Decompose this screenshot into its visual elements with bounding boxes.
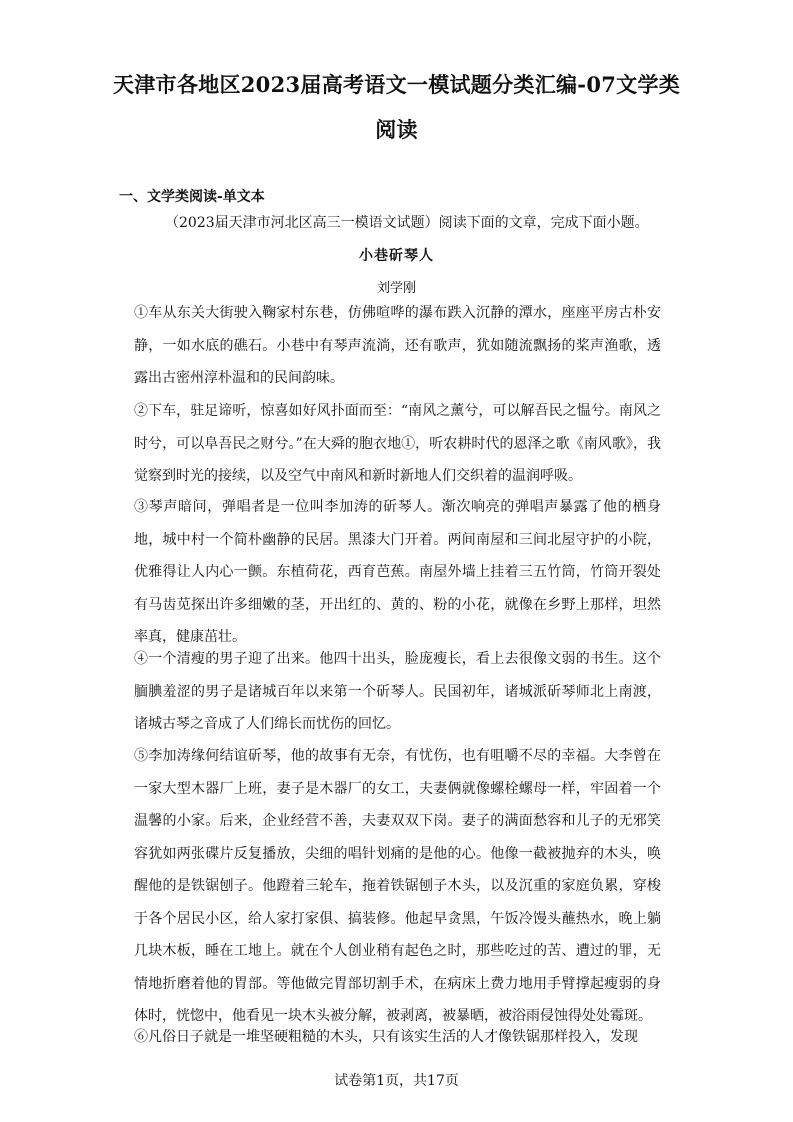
section-heading: 一、文学类阅读-单文本 <box>119 189 265 205</box>
question-intro: （2023届天津市河北区高三一模语文试题）阅读下面的文章，完成下面小题。 <box>165 215 649 231</box>
paragraph-1: ①车从东关大街驶入鞠家村东巷，仿佛喧哗的瀑布跌入沉静的潭水，座座平房古朴安静，一如水底的礁石。小巷中有琴声流淌，还有歌声，犹如随流飘扬的桨声渔歌，透露出古密州淳朴温和的民间韵味。 <box>134 305 661 386</box>
paragraph-2: ②下车，驻足谛听，惊喜如好风扑面而至：“南风之薰兮，可以解吾民之愠兮。南风之时兮，可以阜吾民之财兮。”在大舜的胞衣地①，听农耕时代的恩泽之歌《南风歌》，我觉察到时光的接续，以及空气中南风和新时新地人们交织着的温润呼吸。 <box>134 403 661 484</box>
paragraph-3: ③琴声暗问，弹唱者是一位叫李加涛的斫琴人。渐次响亮的弹唱声暴露了他的栖身地，城中村一个简朴幽静的民居。黑漆大门开着。两间南屋和三间北屋守护的小院，优雅得让人内心一颤。东植荷花，西育芭蕉。南屋外墙上挂着三五竹筒，竹筒开裂处有马齿苋探出许多细嫩的茎，开出红的、黄的、粉的小花，就像在乡野上那样，坦然率真，健康茁壮。 <box>134 499 661 645</box>
story-author: 刘学刚 <box>376 281 416 296</box>
page-footer: 试卷第1页，共17页 <box>334 1073 459 1089</box>
paragraph-6: ⑥凡俗日子就是一堆坚硬粗糙的木头，只有该实生活的人才像铁锯那样投入，发现 <box>134 1029 638 1045</box>
story-title: 小巷斫琴人 <box>359 248 434 264</box>
paragraph-4: ④一个清瘦的男子迎了出来。他四十出头，脸庞瘦长，看上去很像文弱的书生。这个腼腆羞涩的男子是诸城百年以来第一个斫琴人。民国初年，诸城派斫琴师北上南渡，诸城古琴之音成了人们绵长而忧伤的回忆。 <box>134 651 661 732</box>
document-title: 天津市各地区2023届高考语文一模试题分类汇编-07文学类阅读 <box>112 72 681 142</box>
paragraph-5: ⑤李加涛缘何结谊斫琴，他的故事有无奈，有忧伤，也有咀嚼不尽的幸福。大李曾在一家大型木器厂上班，妻子是木器厂的女工，夫妻俩就像螺栓螺母一样，牢固着一个温馨的小家。后来，企业经营不善，夫妻双双下岗。妻子的满面愁容和儿子的无邪笑容犹如两张碟片反复播放，尖细的唱针划痛的是他的心。他像一截被抛弃的木头，唤醒他的是铁锯刨子。他蹬着三轮车，拖着铁锯刨子木头，以及沉重的家庭负累，穿梭于各个居民小区，给人家打家俱、搞装修。他起早贪黑，午饭冷馒头蘸热水，晚上躺几块木板，睡在工地上。就在个人创业稍有起色之时，那些吃过的苦、遭过的罪，无情地折磨着他的胃部。等他做完胃部切割手术，在病床上费力地用手臂撑起瘦弱的身体时，恍惚中，他看见一块木头被分解，被剥离，被暴晒，被浴雨侵蚀得处处霉斑。 <box>134 748 661 1024</box>
